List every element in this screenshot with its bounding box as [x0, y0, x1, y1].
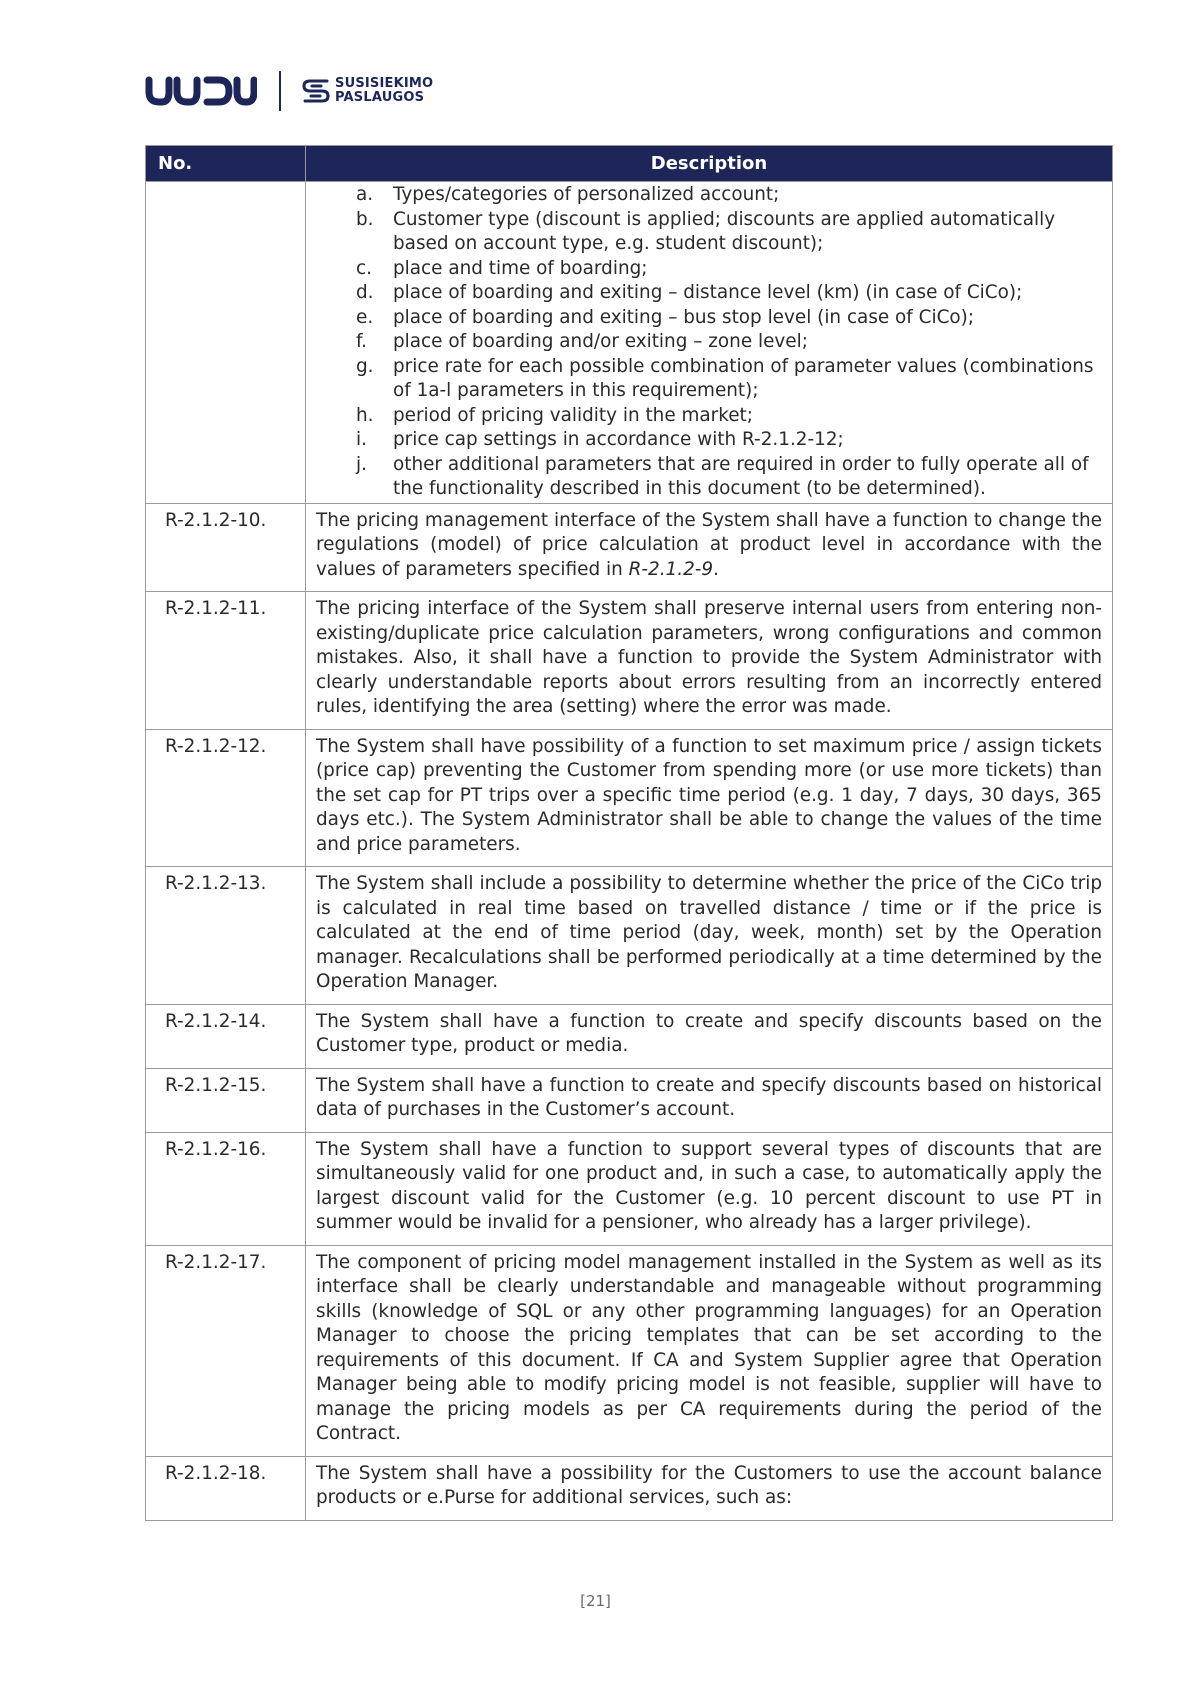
row-number: R-2.1.2-14. — [146, 1004, 306, 1068]
susisiekimo-logo — [301, 77, 433, 105]
row-number: R-2.1.2-11. — [146, 592, 306, 730]
table-row — [146, 503, 1113, 592]
list-item: g. price rate for each possible combination of parameter values (combinations of 1a-l parameters in this requirement); — [356, 355, 1094, 401]
row-number: R-2.1.2-18. — [146, 1456, 306, 1520]
table-row — [146, 1245, 1113, 1456]
logo-line-2: PASLAUGOS — [335, 90, 425, 105]
list-item: j. other additional parameters that are required in order to fully operate all of the functionality described in this document (to be determined). — [356, 453, 1089, 499]
logo-divider — [279, 71, 281, 111]
row-number: R-2.1.2-15. — [146, 1068, 306, 1132]
list-item: f. place of boarding and/or exiting – zone level; — [356, 331, 808, 352]
list-item: b. Customer type (discount is applied; discounts are applied automatically based on account type, e.g. student discount); — [356, 208, 1056, 254]
row-number-empty — [146, 182, 306, 504]
table-header-row — [146, 146, 1113, 182]
table-row — [146, 1068, 1113, 1132]
row-number: R-2.1.2-17. — [146, 1245, 306, 1456]
table-row-list — [146, 182, 1113, 504]
list-item: d. place of boarding and exiting – distance level (km) (in case of CiCo); — [356, 282, 1023, 303]
column-header-no: No. — [146, 146, 306, 182]
row-description: The System shall have a possibility for the Customers to use the account balance products or e.Purse for additional services, such as: — [306, 1456, 1113, 1520]
page-number: [21] — [580, 1592, 611, 1610]
list-item: i. price cap settings in accordance with R-2.1.2-12; — [356, 429, 844, 450]
requirements-table — [145, 145, 1113, 1521]
row-number: R-2.1.2-12. — [146, 729, 306, 867]
row-description: The System shall have a function to create and specify discounts based on historical data of purchases in the Customer’s account. — [306, 1068, 1113, 1132]
table-row — [146, 729, 1113, 867]
row-description-list — [306, 182, 1113, 504]
row-number: R-2.1.2-13. — [146, 867, 306, 1005]
header-logos — [145, 66, 433, 116]
row-description: The System shall have a function to create and specify discounts based on the Customer type, product or media. — [306, 1004, 1113, 1068]
row-number: R-2.1.2-10. — [146, 503, 306, 592]
requirement-reference: R-2.1.2-9 — [628, 558, 714, 580]
list-item: a. Types/categories of personalized account; — [356, 184, 780, 205]
list-item: e. place of boarding and exiting – bus stop level (in case of CiCo); — [356, 306, 975, 328]
list-item: c. place and time of boarding; — [356, 257, 648, 279]
row-description: The System shall have a function to support several types of discounts that are simultaneously valid for one product and, in such a case, to automatically apply the largest discount valid for the Customer (e.g. 10 percent discount to use PT in summer would be invalid for a pensioner, who already has a larger privilege). — [306, 1132, 1113, 1245]
judu-logo-mark — [145, 74, 257, 108]
row-description: The System shall include a possibility to determine whether the price of the CiCo trip is calculated in real time based on travelled distance / time or if the price is calculated at the end of time period (day, week, month) set by the Operation manager. Recalculations shall be performed periodically at a time determined by the Operation Manager. — [306, 867, 1113, 1005]
table-row — [146, 1004, 1113, 1068]
list-item: h. period of pricing validity in the market; — [356, 404, 753, 426]
judu-logo — [145, 74, 257, 108]
row-description: The component of pricing model management installed in the System as well as its interface shall be clearly understandable and manageable without programming skills (knowledge of SQL or any other programming languages) for an Operation Manager to choose the pricing templates that can be set according to the requirements of this document. If CA and System Supplier agree that Operation Manager being able to modify pricing model is not feasible, supplier will have to manage the pricing models as per CA requirements during the period of the Contract. — [306, 1245, 1113, 1456]
table-row — [146, 1456, 1113, 1520]
row-description: The pricing interface of the System shall preserve internal users from entering non-existing/duplicate price calculation parameters, wrong configurations and common mistakes. Also, it shall have a function to provide the System Administrator with clearly understandable reports about errors resulting from an incorrectly entered rules, identifying the area (setting) where the error was made. — [306, 592, 1113, 730]
table-row — [146, 867, 1113, 1005]
sp-logo-icon — [301, 78, 331, 104]
table-row — [146, 1132, 1113, 1245]
row-description: The System shall have possibility of a function to set maximum price / assign tickets (price cap) preventing the Customer from spending more (or use more tickets) than the set cap for PT trips over a specific time period (e.g. 1 day, 7 days, 30 days, 365 days etc.). The System Administrator shall be able to change the values of the time and price parameters. — [306, 729, 1113, 867]
row-description: The pricing management interface of the System shall have a function to change the regulations (model) of price calculation at product level in accordance with the values of parameters specified in R-2.1.2-9. — [306, 503, 1113, 592]
logo-line-1: SUSISIEKIMO — [335, 76, 434, 91]
table-row — [146, 592, 1113, 730]
row-number: R-2.1.2-16. — [146, 1132, 306, 1245]
column-header-description: Description — [306, 146, 1113, 182]
parameter-list — [316, 183, 1102, 502]
